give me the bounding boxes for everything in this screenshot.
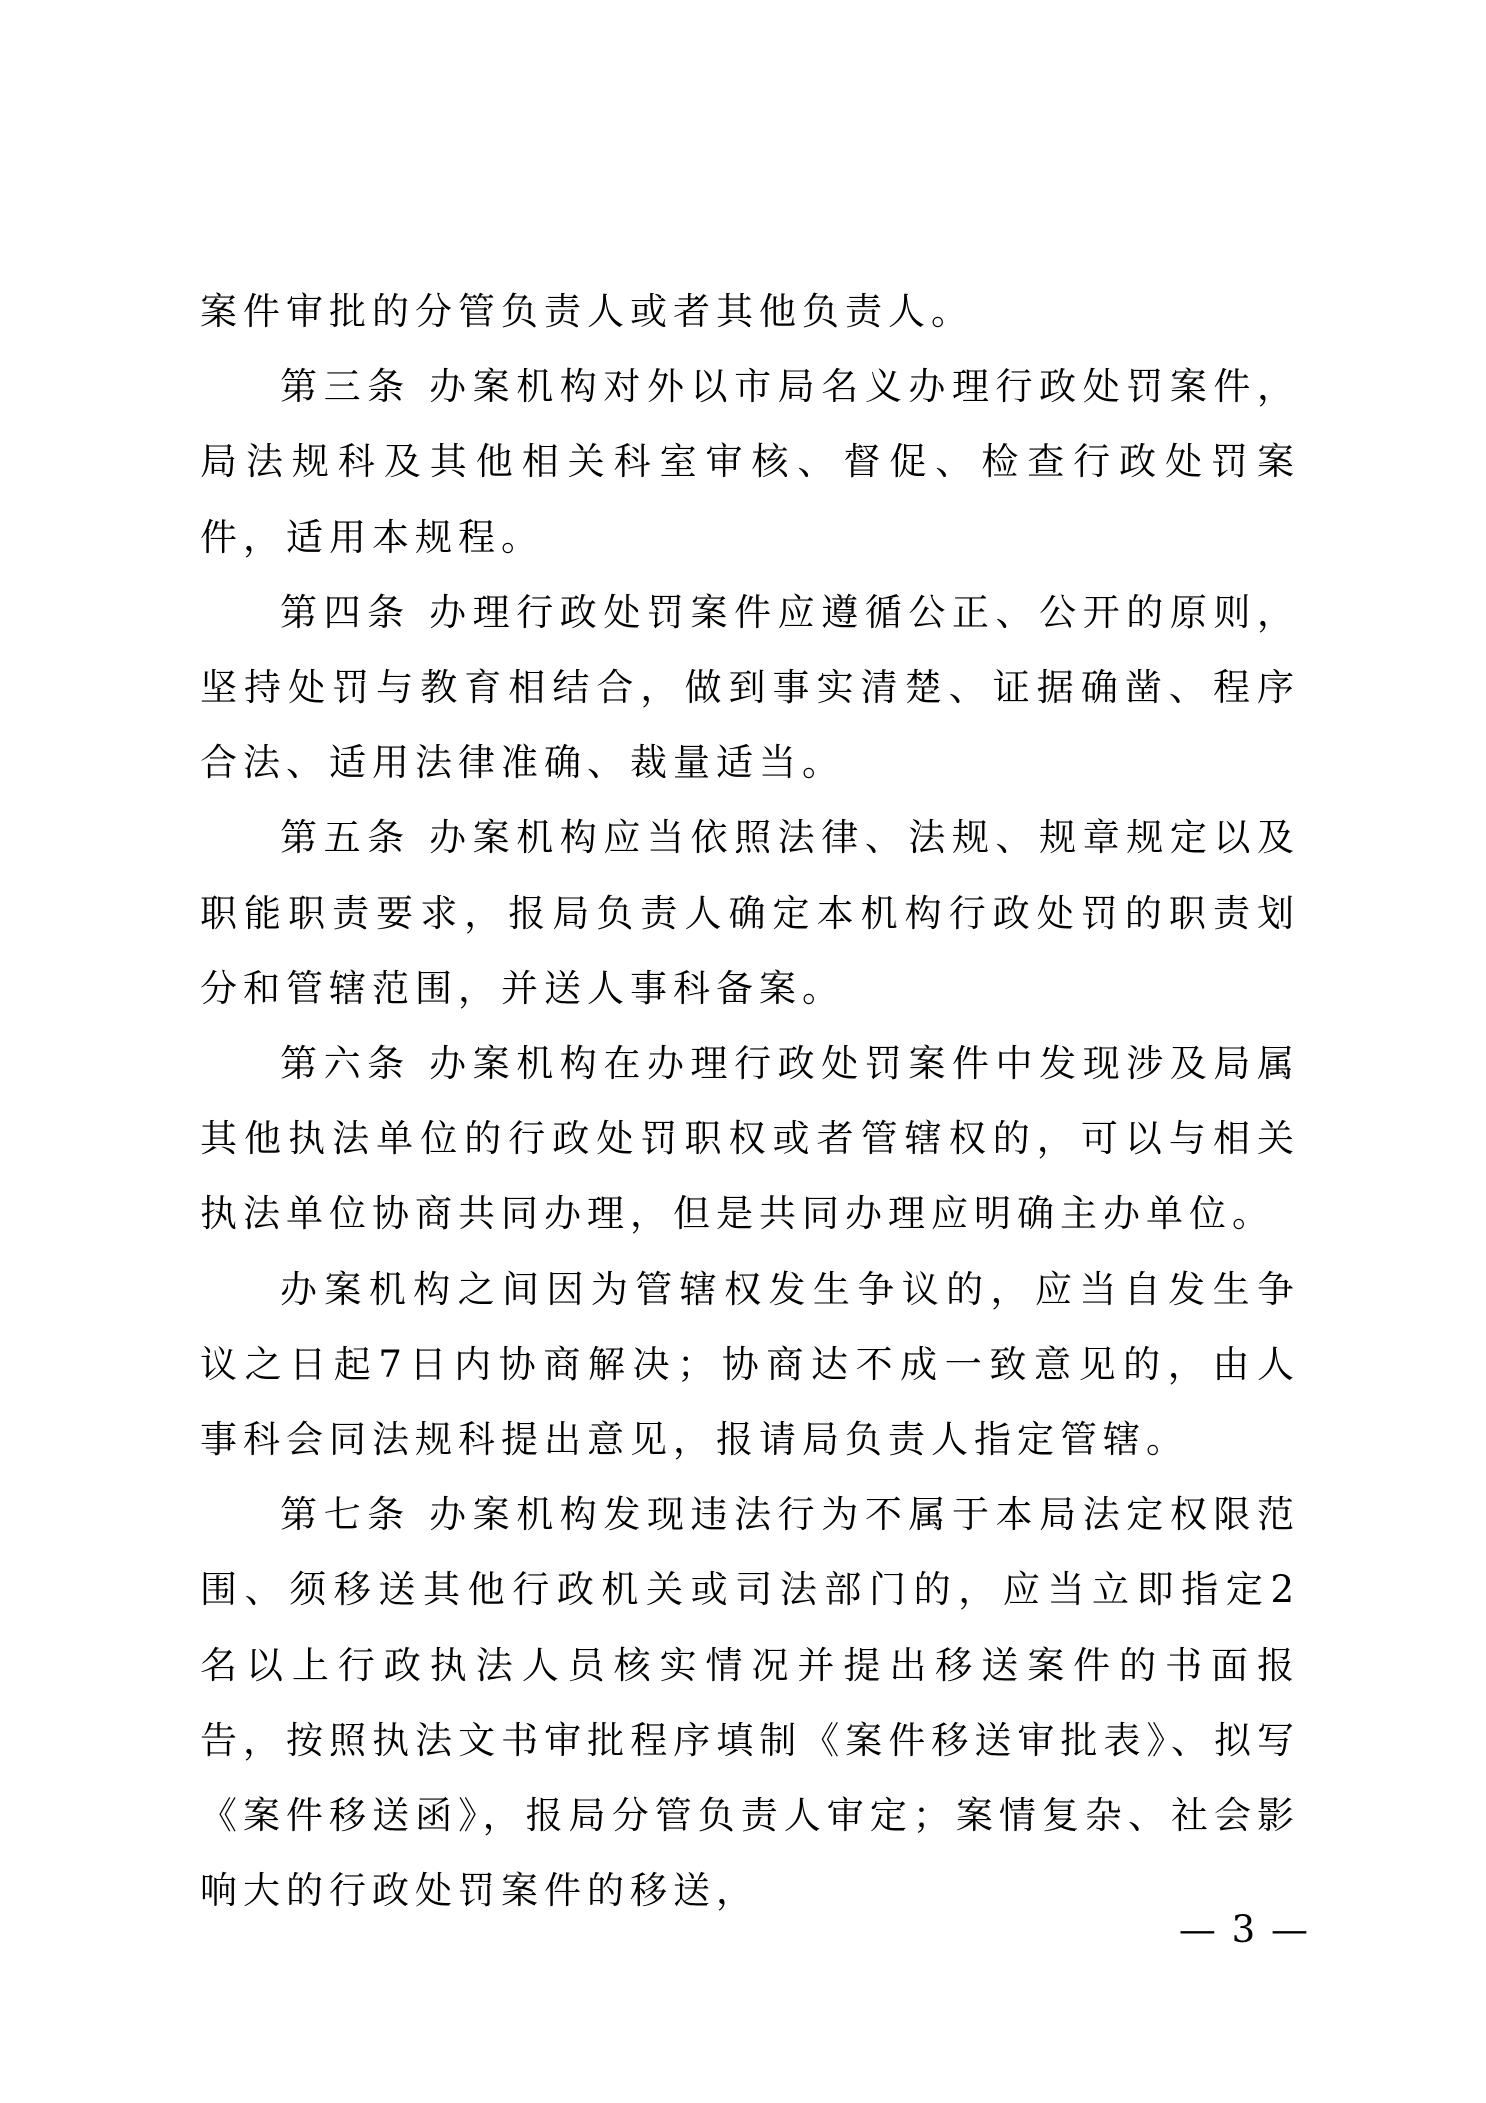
article-5: 第五条 办案机构应当依照法律、法规、规章规定以及职能职责要求，报局负责人确定本机构行政处罚的职责划分和管辖范围，并送人事科备案。 [200, 816, 1300, 1010]
document-body [200, 274, 1300, 1928]
page-number: — 3 — [1178, 1908, 1310, 1951]
article-6-paragraph-2: 办案机构之间因为管辖权发生争议的，应当自发生争议之日起7日内协商解决；协商达不成一致意见的，由人事科会同法规科提出意见，报请局负责人指定管辖。 [200, 1267, 1300, 1462]
article-7: 第七条 办案机构发现违法行为不属于本局法定权限范围、须移送其他行政机关或司法部门的，应当立即指定2名以上行政执法人员核实情况并提出移送案件的书面报告，按照执法文书审批程序填制《案件移送审批表》、拟写《案件移送函》，报局分管负责人审定；案情复杂、社会影响大的行政处罚案件的移送， [200, 1493, 1300, 1913]
article-3: 第三条 办案机构对外以市局名义办理行政处罚案件，局法规科及其他相关科室审核、督促、检查行政处罚案件，适用本规程。 [200, 365, 1300, 559]
article-4: 第四条 办理行政处罚案件应遵循公正、公开的原则，坚持处罚与教育相结合，做到事实清楚、证据确凿、程序合法、适用法律准确、裁量适当。 [200, 590, 1300, 785]
paragraph-continuation: 案件审批的分管负责人或者其他负责人。 [200, 290, 974, 333]
article-6: 第六条 办案机构在办理行政处罚案件中发现涉及局属其他执法单位的行政处罚职权或者管辖权的，可以与相关执法单位协商共同办理，但是共同办理应明确主办单位。 [200, 1042, 1300, 1236]
